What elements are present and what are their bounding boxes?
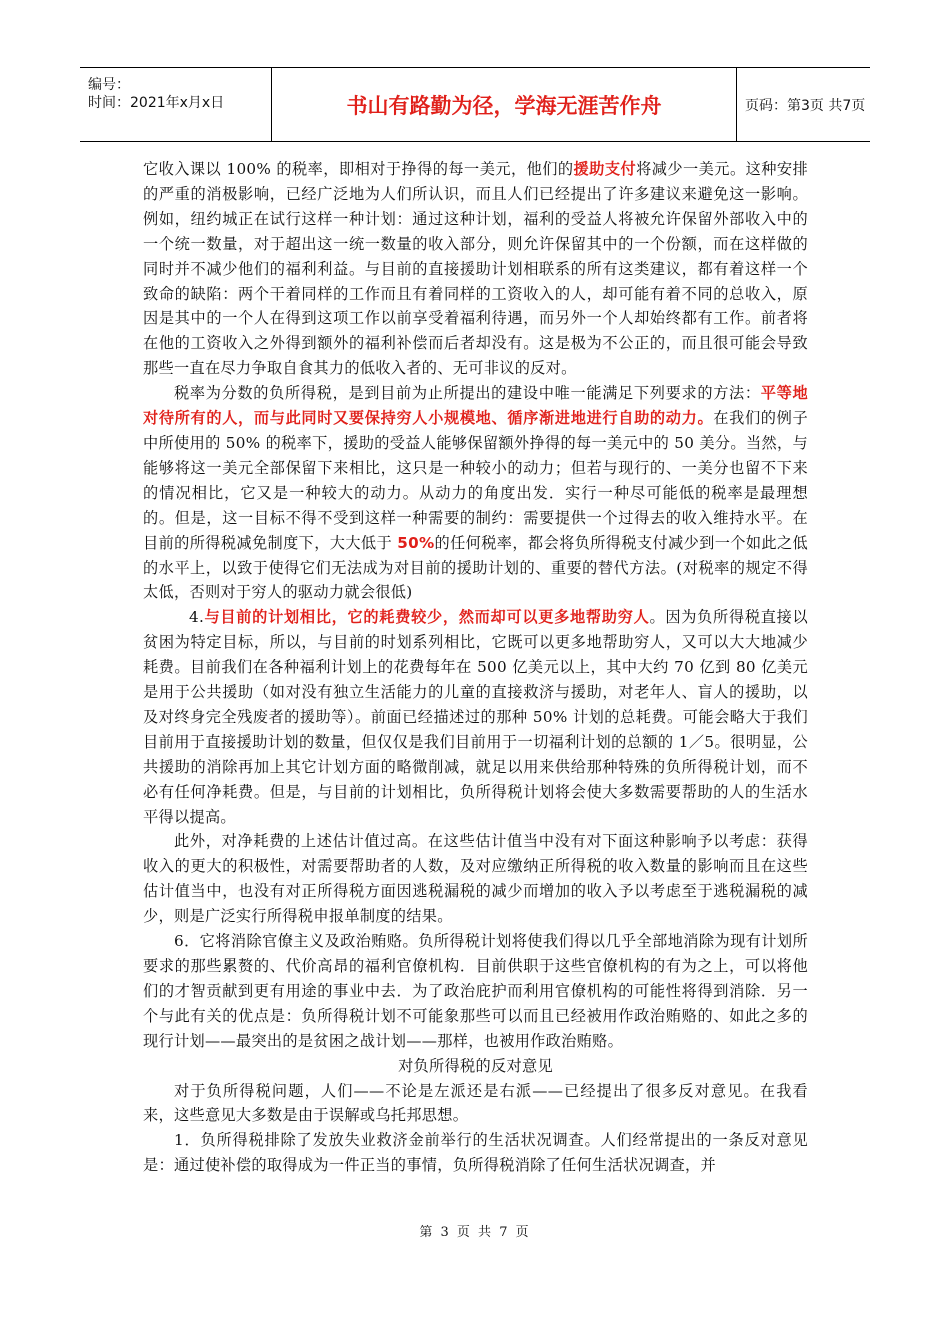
- paragraph-2: [143, 381, 808, 605]
- paragraph-5: 6．它将消除官僚主义及政治贿赂。负所得税计划将使我们得以几乎全部地消除为现有计划所要求的那些累赘的、代价高昂的福利官僚机构．目前供职于这些官僚机构的有为之上，可以将他们的才智贡献到更有用途的事业中去．为了政治庇护而利用官僚机构的可能性将得到消除．另一个与此有关的优点是：负所得税计划不可能象那些可以而且已经被用作政治贿赂的、如此之多的现行计划——最突出的是贫困之战计划——那样，也被用作政治贿赂。: [143, 932, 808, 1050]
- header-motto: 书山有路勤为径，学海无涯苦作舟: [272, 68, 737, 141]
- document-body: [143, 157, 808, 1178]
- p3-highlight: 与目前的计划相比，它的耗费较少，然而却可以更多地帮助穷人: [204, 608, 650, 627]
- page-footer: 第 3 页 共 7 页: [419, 1225, 531, 1240]
- p2-highlight-rate: 50%: [397, 533, 435, 552]
- p2-highlight: 平等地对待所有的人，而与此同时又要保持穷人小规模地、循序渐进地进行自助的动力。: [143, 384, 808, 428]
- p1-text-a: 它收入课以 100% 的税率，即相对于挣得的每一美元，他们的: [143, 160, 574, 178]
- header-table: [80, 67, 870, 142]
- paragraph-7: 1．负所得税排除了发放失业救济金前举行的生活状况调查。人们经常提出的一条反对意见是：通过使补偿的取得成为一件正当的事情，负所得税消除了任何生活状况调查，并: [143, 1131, 808, 1175]
- p3-number: 4.: [189, 608, 205, 627]
- section-heading: 对负所得税的反对意见: [398, 1056, 553, 1075]
- p2-text-a: 税率为分数的负所得税，是到目前为止所提出的建设中唯一能满足下列要求的方法：: [174, 384, 761, 403]
- p2-text-b: 在我们的例子中所使用的 50% 的税率下，援助的受益人能够保留额外挣得的每一美元中的 50 美分。当然，与能够将这一美元全部保留下来相比，这只是一种较小的动力；但若与现行的、一美分也留不下来的情况相比，它又是一种较大的动力。从动力的角度出发．实行一种尽可能低的税率是最理想的。但是，这一目标不得不受到这样一种需要的制约：需要提供一个过得去的收入维持水平。在目前的所得税减免制度下，大大低于: [143, 409, 808, 552]
- paragraph-3: [143, 605, 808, 829]
- header-page-label: 页码：第3页 共7页: [745, 97, 866, 114]
- header-meta-cell: [80, 68, 272, 141]
- paragraph-6: 对于负所得税问题，人们——不论是左派还是右派——已经提出了很多反对意见。在我看来，这些意见大多数是由于误解或乌托邦思想。: [143, 1081, 808, 1125]
- p3-text-b: 。因为负所得税直接以贫困为特定目标，所以，与目前的时划系列相比，它既可以更多地帮助穷人，又可以大大地减少耗费。目前我们在各种福利计划上的花费每年在 500 亿美元以上，其中大约 70 亿到 80 亿美元是用于公共援助（如对没有独立生活能力的儿童的直接救济与援助，对老年人、盲人的援助，以及对终身完全残废者的援助等）。前面已经描述过的那种 50% 计划的总耗费。可能会略大于我们目前用于直接援助计划的数量，但仅仅是我们目前用于一切福利计划的总额的 1／5。很明显，公共援助的消除再加上其它计划方面的略微削减，就足以用来供给那种特殊的负所得税计划，而不必有任何净耗费。但是，与目前的计划相比，负所得税计划将会使大多数需要帮助的人的生活水平得以提高。: [143, 608, 809, 826]
- p2-text-c: 的任何税率，都会将负所得税支付减少到一个如此之低的水平上，以致于使得它们无法成为对目前的援助计划的、重要的替代方法。(对税率的规定不得太低，否则对于穷人的驱动力就会很低): [143, 533, 808, 602]
- paragraph-1: [143, 157, 808, 381]
- p1-text-b: 将减少一美元。这种安排的严重的消极影响，已经广泛地为人们所认识，而且人们已经提出了许多建议来避免这一影响。例如，纽约城正在试行这样一种计划：通过这种计划，福利的受益人将被允许保留外部收入中的一个统一数量，对于超出这一统一数量的收入部分，则允许保留其中的一个份额，而在这样做的同时并不减少他们的福利利益。与目前的直接援助计划相联系的所有这类建议，都有着这样一个致命的缺陷：两个干着同样的工作而且有着同样的工资收入的人，却可能有着不同的总收入，原因是其中的一个人在得到这项工作以前享受着福利待遇，而另外一个人却始终都有工作。前者将在他的工资收入之外得到额外的福利补偿而后者却没有。这是极为不公正的，而且很可能会导致那些一直在尽力争取自食其力的低收入者的、无可非议的反对。: [143, 160, 808, 378]
- paragraph-4: 此外，对净耗费的上述估计值过高。在这些估计值当中没有对下面这种影响予以考虑：获得收入的更大的积极性，对需要帮助者的人数，及对应缴纳正所得税的收入数量的影响而且在这些估计值当中，也没有对正所得税方面因逃税漏税的减少而增加的收入予以考虑至于逃税漏税的减少，则是广泛实行所得税申报单制度的结果。: [143, 832, 808, 926]
- doc-number-label: 编号：: [88, 77, 130, 93]
- p1-highlight: 援助支付: [573, 160, 637, 178]
- doc-date-label: 时间：2021年x月x日: [88, 95, 225, 111]
